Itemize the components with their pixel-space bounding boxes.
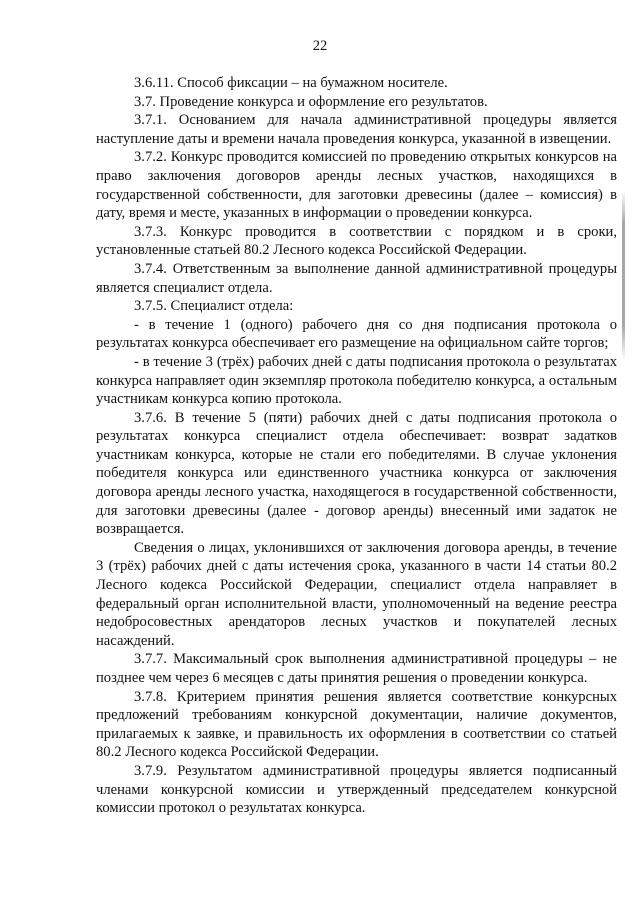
paragraph-3-7-3: 3.7.3. Конкурс проводится в соответствии с порядком и в сроки, установленные статьей 80.2 Лесного кодекса Российской Федерации.: [96, 223, 617, 259]
paragraph-3-7-9: 3.7.9. Результатом административной процедуры является подписанный членами конкурсной комиссии и утвержденный председателем конкурсной комиссии протокол о результатах конкурса.: [96, 762, 617, 817]
paragraph-3-7-7: 3.7.7. Максимальный срок выполнения административной процедуры – не позднее чем через 6 месяцев с даты принятия решения о проведении конкурса.: [96, 651, 617, 686]
paragraph-3-7-5-item-2: - в течение 3 (трёх) рабочих дней с даты подписания протокола о результатах конкурса направляет один экземпляр протокола победителю конкурса, а остальным участникам конкурса копию протокола.: [96, 353, 617, 408]
scan-edge-mark: [622, 190, 625, 360]
paragraph-3-7-2: 3.7.2. Конкурс проводится комиссией по проведению открытых конкурсов на право заключения договоров аренды лесных участков, находящихся в государственной собственности, для заготовки древесины (далее – комиссия) в дату, время и месте, указанных в информации о проведении конкурса.: [96, 149, 617, 222]
paragraph-3-7-5-item-1: - в течение 1 (одного) рабочего дня со дня подписания протокола о результатах конкурса обеспечивает его размещение на официальном сайте торгов;: [96, 316, 617, 352]
paragraph-3-7-4: 3.7.4. Ответственным за выполнение данной административной процедуры является специалист отдела.: [96, 260, 617, 296]
paragraph-3-6-11: 3.6.11. Способ фиксации – на бумажном носителе.: [134, 75, 448, 91]
paragraph-3-7-8: 3.7.8. Критерием принятия решения является соответствие конкурсных предложений требованиям конкурсной документации, наличие документов, прилагаемых к заявке, и правильность их оформления в соответствии со статьей 80.2 Лесного кодекса Российской Федерации.: [96, 688, 617, 761]
paragraph-3-7-6-continued: Сведения о лицах, уклонившихся от заключения договора аренды, в течение 3 (трёх) рабочих дней с даты истечения срока, указанного в части 14 статьи 80.2 Лесного кодекса Российской Федерации, специалист отдела направляет в федеральный орган исполнительной власти, уполномоченный на ведение реестра недобросовестных арендаторов лесных участков и покупателей лесных насаждений.: [96, 539, 617, 649]
paragraph-3-7-5: 3.7.5. Специалист отдела:: [134, 298, 294, 315]
paragraph-3-7-6: 3.7.6. В течение 5 (пяти) рабочих дней с даты подписания протокола о результатах конкурса специалист отдела обеспечивает: возврат задатков участникам конкурса, которые не стали его победителями. В случае уклонения победителя конкурса или единственного участника конкурса от заключения договора аренды лесного участка, находящегося в государственной собственности, для заготовки древесины (далее - договор аренды) внесенный ими задаток не возвращается.: [96, 409, 617, 538]
page-number: 22: [312, 38, 328, 54]
document-body: [96, 74, 617, 818]
paragraph-3-7-heading: 3.7. Проведение конкурса и оформление его результатов.: [134, 93, 488, 110]
paragraph-3-7-1: 3.7.1. Основанием для начала административной процедуры является наступление даты и времени начала проведения конкурса, указанной в извещении.: [96, 112, 617, 147]
